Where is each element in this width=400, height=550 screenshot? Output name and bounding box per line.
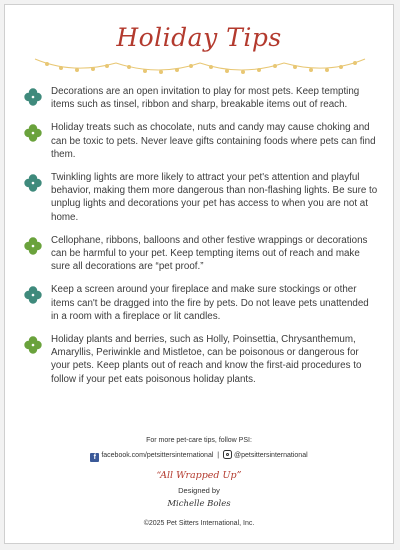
facebook-icon: f [90, 453, 99, 462]
follow-note: For more pet-care tips, follow PSI: [146, 437, 252, 444]
list-item [23, 333, 378, 386]
list-item [23, 85, 378, 111]
tip-text: Holiday plants and berries, such as Holly, Poinsettia, Chrysanthemum, Amaryllis, Periwinkle and Mistletoe, can be poisonous or dangerous for your pets. Keep plants out of reach and know the first-aid procedures to follow if your pet eats poisonous holiday plants. [51, 334, 362, 385]
instagram-link[interactable]: @petsittersinternational [234, 452, 308, 459]
tip-sheet [4, 4, 394, 544]
instagram-icon [223, 450, 232, 459]
list-item [23, 121, 378, 161]
clover-icon [23, 173, 43, 193]
list-item [23, 234, 378, 274]
collection-name: “All Wrapped Up” [156, 470, 242, 481]
tip-text: Cellophane, ribbons, balloons and other festive wrappings or decorations can be harmful to your pet. Keep tempting items out of reach and make sure all decorations are “pet proof.” [51, 234, 368, 273]
list-item [23, 283, 378, 323]
designer-signature: Michelle Boles [167, 499, 231, 509]
clover-icon [23, 236, 43, 256]
clover-icon [23, 87, 43, 107]
page-title: Holiday Tips [116, 23, 282, 52]
tip-text: Decorations are an open invitation to play for most pets. Keep tempting items such as tinsel, ribbon and sharp, breakable items out of reach. [51, 86, 360, 111]
string-lights-decoration [33, 55, 367, 81]
list-item [23, 171, 378, 224]
tip-text: Holiday treats such as chocolate, nuts and candy may cause choking and can be toxic to pets. Never leave gifts containing foods where pets can find them. [51, 122, 376, 160]
tip-text: Twinkling lights are more likely to attract your pet's attention and playful behavior, making them more dangerous than non-flashing lights. Be sure to unplug lights and decorations your pet has access to when you are not at home. [51, 172, 378, 223]
tips-list [23, 85, 378, 396]
tip-text: Keep a screen around your fireplace and make sure stockings or other items can't be dragged into the fire by pets. Do not leave pets unattended in a room with a fireplace or lit candles. [51, 284, 369, 322]
clover-icon [23, 123, 43, 143]
facebook-link[interactable]: facebook.com/petsittersinternational [101, 452, 214, 459]
clover-icon [23, 335, 43, 355]
designed-by-label: Designed by [178, 486, 220, 495]
clover-icon [23, 285, 43, 305]
social-links: f facebook.com/petsittersinternational | @petsittersinternational [5, 450, 393, 462]
copyright: ©2025 Pet Sitters International, Inc. [143, 520, 255, 527]
